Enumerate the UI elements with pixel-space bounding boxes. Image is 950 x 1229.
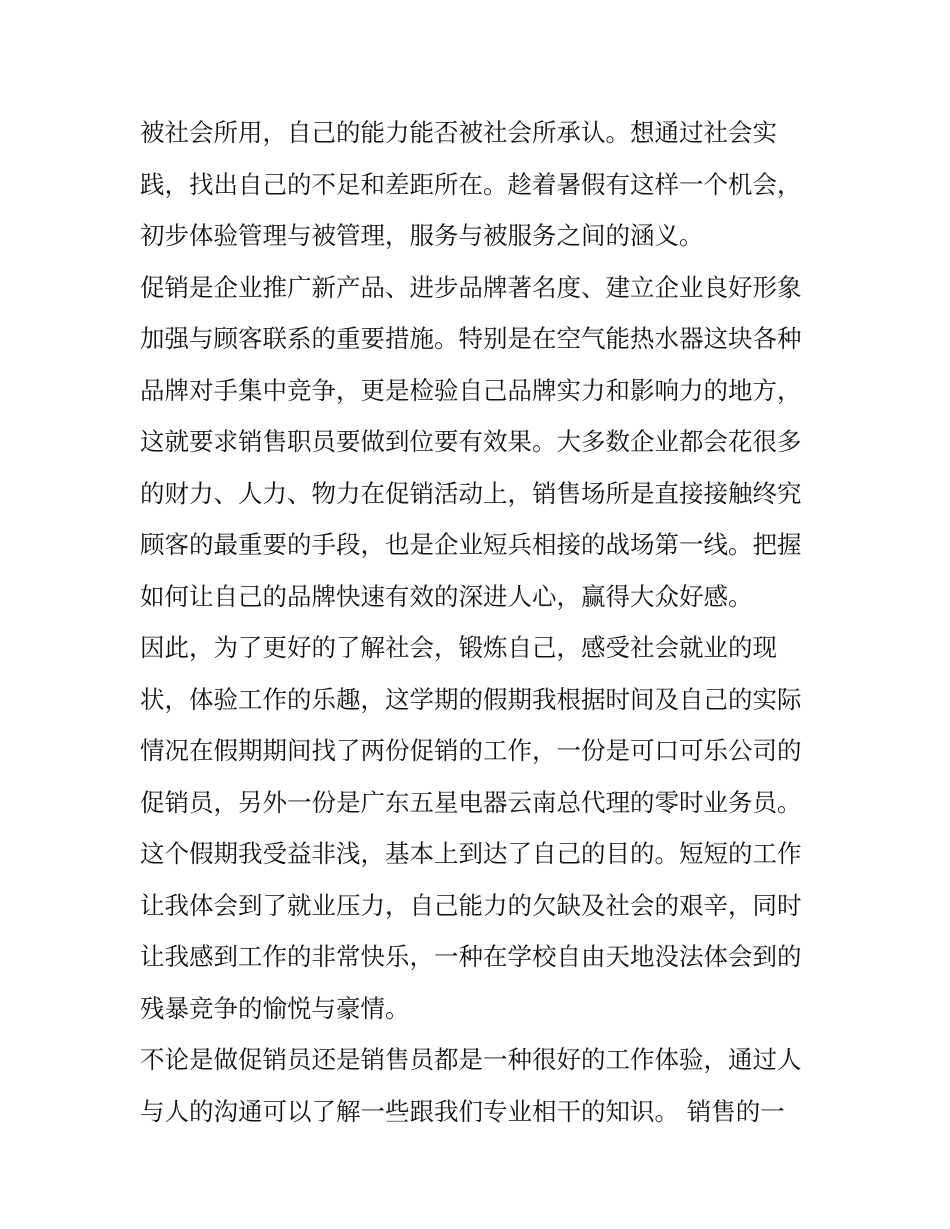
text-line: 践，找出自己的不足和差距所在。趁着暑假有这样一个机会， [140, 169, 802, 199]
text-line: 初步体验管理与被管理，服务与被服务之间的涵义。 [140, 221, 704, 250]
text-line: 这就要求销售职员要做到位要有效果。大多数企业都会花很多 [140, 427, 802, 456]
text-line: 让我体会到了就业压力，自己能力的欠缺及社会的艰辛，同时 [140, 890, 802, 920]
text-line: 因此，为了更好的了解社会，锻炼自己，感受社会就业的现 [140, 633, 777, 662]
text-line: 促销员，另外一份是广东五星电器云南总代理的零时业务员。 [140, 787, 802, 817]
text-line: 促销是企业推广新产品、进步品牌著名度、建立企业良好形象 [140, 272, 802, 302]
text-line: 状，体验工作的乐趣，这学期的假期我根据时间及自己的实际 [140, 684, 802, 714]
text-line: 残暴竞争的愉悦与豪情。 [140, 993, 410, 1023]
text-line: 让我感到工作的非常快乐，一种在学校自由天地没法体会到的 [140, 942, 802, 971]
text-line: 情况在假期期间找了两份促销的工作，一份是可口可乐公司的 [140, 736, 802, 765]
text-line: 品牌对手集中竞争，更是检验自己品牌实力和影响力的地方， [140, 375, 802, 405]
text-line: 如何让自己的品牌快速有效的深进人心，赢得大众好感。 [140, 581, 753, 611]
text-line: 不论是做促销员还是销售员都是一种很好的工作体验，通过人 [140, 1045, 802, 1074]
text-line: 的财力、人力、物力在促销活动上，销售场所是直接接触终究 [140, 478, 802, 508]
text-line: 这个假期我受益非浅，基本上到达了自己的目的。短短的工作 [140, 839, 802, 868]
text-line: 顾客的最重要的手段，也是企业短兵相接的战场第一线。把握 [140, 530, 802, 559]
body-text [140, 107, 840, 1137]
text-line: 加强与顾客联系的重要措施。特别是在空气能热水器这块各种 [140, 324, 802, 353]
text-line: 被社会所用，自己的能力能否被社会所承认。想通过社会实 [140, 118, 777, 147]
text-line: 与人的沟通可以了解一些跟我们专业相干的知识。 销售的一 [140, 1096, 785, 1126]
